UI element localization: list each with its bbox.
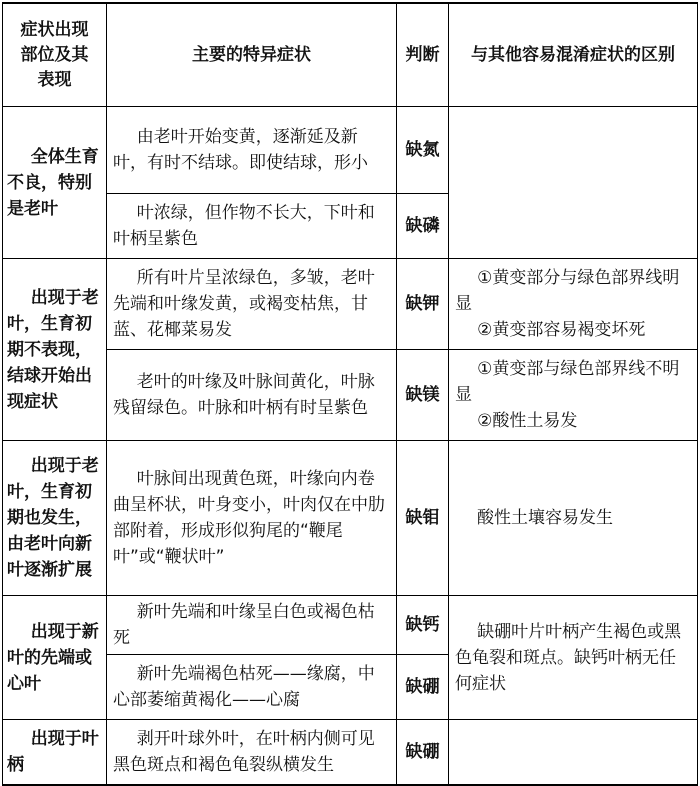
header-location: 症状出现部位及其表现 [3,3,107,107]
difference-cell [449,107,698,259]
header-judgment: 判断 [397,3,449,107]
judgment-cell: 缺钾 [397,259,449,350]
symptom-cell: 剥开叶球外叶，在叶柄内侧可见黑色斑点和褐色龟裂纵横发生 [107,720,397,786]
table-row [3,441,698,596]
difference-cell [449,259,698,350]
location-cell: 出现于老叶，生育初期也发生，由老叶向新叶逐渐扩展 [3,441,107,596]
location-cell: 全体生育不良，特别是老叶 [3,107,107,259]
judgment-cell: 缺钼 [397,441,449,596]
table-row [3,720,698,786]
difference-cell [449,720,698,786]
difference-line: 缺硼叶片叶柄产生褐色或黑色龟裂和斑点。缺钙叶柄无任何症状 [455,621,682,694]
header-difference: 与其他容易混淆症状的区别 [449,3,698,107]
symptom-cell: 由老叶开始变黄，逐渐延及新叶，有时不结球。即使结球，形小 [107,107,397,194]
difference-line: ②黄变部容易褐变坏死 [477,320,646,340]
location-cell: 出现于新叶的先端或心叶 [3,596,107,720]
location-cell: 出现于叶柄 [3,720,107,786]
judgment-cell: 缺硼 [397,655,449,720]
table-row [3,596,698,655]
header-row [3,3,698,107]
symptom-cell: 老叶的叶缘及叶脉间黄化，叶脉残留绿色。叶脉和叶柄有时呈紫色 [107,350,397,441]
difference-line: ②酸性土易发 [477,411,578,431]
judgment-cell: 缺磷 [397,194,449,259]
table-row [3,259,698,350]
difference-cell [449,350,698,441]
symptom-cell: 叶浓绿，但作物不长大，下叶和叶柄呈紫色 [107,194,397,259]
judgment-cell: 缺氮 [397,107,449,194]
difference-cell [449,596,698,720]
judgment-cell: 缺镁 [397,350,449,441]
judgment-cell: 缺钙 [397,596,449,655]
difference-cell [449,441,698,596]
difference-line: ①黄变部与绿色部界线不明显 [455,359,680,405]
symptom-cell: 叶脉间出现黄色斑，叶缘向内卷曲呈杯状，叶身变小，叶肉仅在中肋部附着，形成形似狗尾的“鞭尾叶”或“鞭状叶” [107,441,397,596]
header-symptom: 主要的特异症状 [107,3,397,107]
table-row [3,350,698,441]
difference-line: 酸性土壤容易发生 [477,508,613,528]
symptom-cell: 所有叶片呈浓绿色，多皱，老叶先端和叶缘发黄，或褐变枯焦，甘蓝、花椰菜易发 [107,259,397,350]
judgment-cell: 缺硼 [397,720,449,786]
location-cell: 出现于老叶，生育初期不表现，结球开始出现症状 [3,259,107,441]
symptom-cell: 新叶先端和叶缘呈白色或褐色枯死 [107,596,397,655]
deficiency-table [2,2,698,786]
table-row [3,107,698,194]
difference-line: ①黄变部分与绿色部界线明显 [455,268,680,314]
symptom-cell: 新叶先端褐色枯死——缘腐，中心部萎缩黄褐化——心腐 [107,655,397,720]
